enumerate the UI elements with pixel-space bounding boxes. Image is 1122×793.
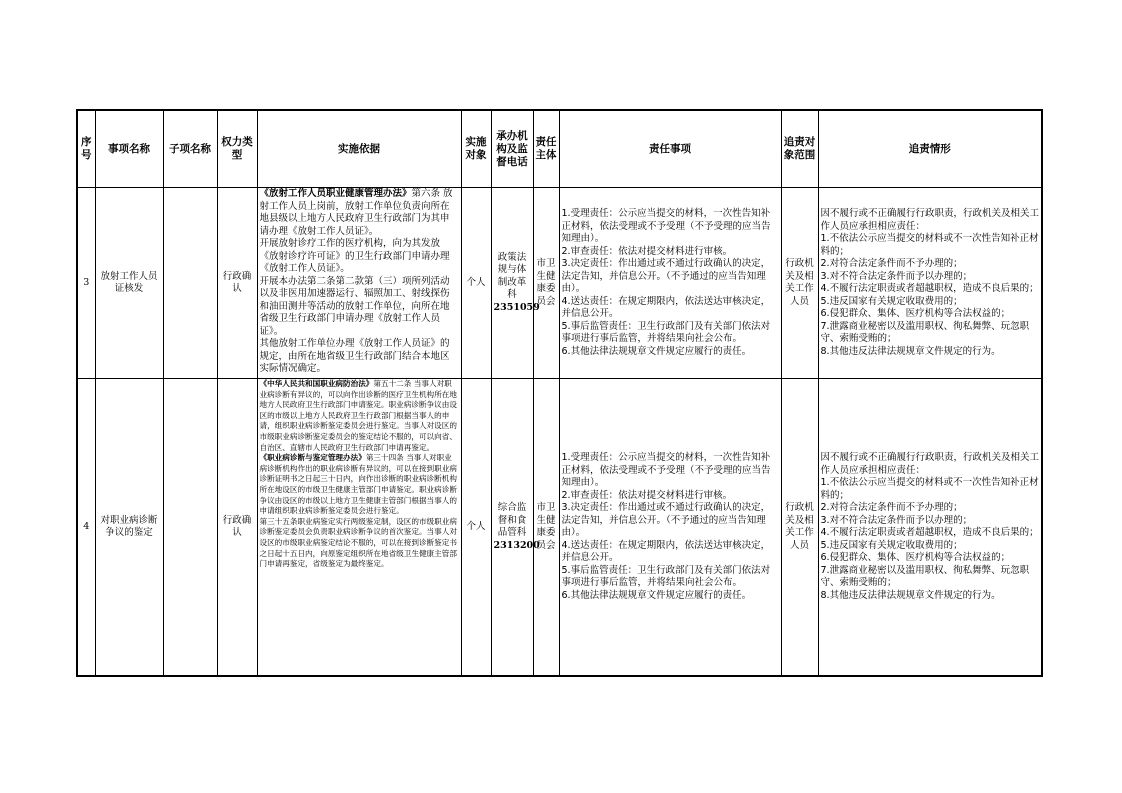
list-item: 因不履行或不正确履行行政职责，行政机关及相关工作人员应承担相应责任： (820, 452, 1040, 476)
org-name: 政策法规与体制改革科 (497, 251, 527, 301)
basis-text-span: 第三十五条职业病鉴定实行两级鉴定制，设区的市级职业病诊断鉴定委员会负责职业病诊断争议的首次鉴定。当事人对设区的市级职业病鉴定结论不服的，可以在接到诊断鉴定书之日起十五日内，向原鉴定组织所在地省级卫生健康主管部门申请再鉴定，省级鉴定为最终鉴定。 (259, 516, 457, 569)
cell-duty (559, 188, 781, 379)
cell-power-type: 行政确认 (217, 379, 257, 677)
law-title: 《职业病诊断与鉴定管理办法》 (259, 453, 366, 463)
basis-paragraph (260, 379, 459, 453)
list-item: 2.对符合法定条件而不予办理的； (820, 502, 963, 513)
basis-paragraph (260, 453, 459, 517)
list-item: 3.对不符合法定条件而予以办理的； (820, 514, 973, 526)
header-basis: 实施依据 (257, 110, 461, 188)
list-item: 1.受理责任：公示应当提交的材料，一次性告知补正材料，依法受理或不予受理（不予受理的应当告知理由）。 (561, 452, 771, 488)
basis-text (260, 188, 459, 378)
cell-basis (257, 188, 461, 379)
cell-subject: 市卫生健康委员会 (533, 379, 559, 677)
list-item: 1.受理责任：公示应当提交的材料，一次性告知补正材料，依法受理或不予受理（不予受理的应当告知理由）。 (561, 208, 771, 244)
cell-accountability (818, 188, 1042, 379)
list-item: 3.对不符合法定条件而予以办理的； (820, 270, 973, 282)
list-item: 5.违反国家有关规定收取费用的； (820, 539, 963, 551)
header-target: 实施对象 (461, 110, 491, 188)
header-item-name: 事项名称 (95, 110, 163, 188)
basis-text-span: 第六条 放射工作人员上岗前，放射工作单位负责向所在地县级以上地方人民政府卫生行政部门为其申请办理《放射工作人员证》。 (259, 188, 453, 237)
cell-org (491, 188, 540, 379)
list-item: 3.决定责任：作出通过或不通过行政确认的决定，法定告知，并信息公开。（不予通过的应当告知理由）。 (561, 258, 771, 294)
org-phone: 2351059 (493, 301, 540, 313)
list-item: 2.审查责任：依法对提交材料进行审核。 (561, 245, 733, 257)
header-org: 承办机构及监督电话 (491, 110, 533, 188)
basis-paragraph (260, 517, 459, 570)
list-item: 1.不依法公示应当提交的材料或不一次性告知补正材料的； (820, 477, 1039, 501)
table-row (77, 379, 1042, 677)
list-item: 4.送达责任：在规定期限内，依法送达审核决定，并信息公开。 (561, 539, 771, 563)
cell-sub-item (163, 379, 217, 677)
list-item: 7.泄露商业秘密以及滥用职权、徇私舞弊、玩忽职守、索贿受贿的； (820, 320, 1030, 344)
basis-paragraph (260, 188, 459, 238)
list-item: 4.不履行法定职责或者超越职权，造成不良后果的； (820, 527, 1039, 538)
table-row (77, 188, 1042, 379)
list-item: 8.其他违反法律法规规章文件规定的行为。 (820, 589, 1001, 601)
header-seq: 序号 (77, 110, 95, 188)
header-row (77, 110, 1042, 188)
list-item: 2.对符合法定条件而不予办理的； (820, 258, 963, 269)
list-item: 2.审查责任：依法对提交材料进行审核。 (561, 489, 733, 501)
header-duty: 责任事项 (559, 110, 781, 188)
list-item: 7.泄露商业秘密以及滥用职权、徇私舞弊、玩忽职守、索贿受贿的； (820, 564, 1030, 588)
basis-text-span: 开展本办法第二条第二款第（三）项所列活动以及非医用加速器运行、辐照加工、射线探伤和油田测井等活动的放射工作单位，向所在地省级卫生行政部门申请办理《放射工作人员证》。 (259, 275, 450, 337)
cell-target: 个人 (461, 379, 491, 677)
list-item: 4.不履行法定职责或者超越职权，造成不良后果的； (820, 283, 1039, 294)
cell-subject: 市卫生健康委员会 (533, 188, 559, 379)
header-power-type: 权力类型 (217, 110, 257, 188)
org-phone: 2313200 (493, 539, 540, 551)
header-subject: 责任主体 (533, 110, 559, 188)
cell-seq: 4 (77, 379, 95, 677)
basis-text (260, 379, 459, 675)
list-item: 8.其他违反法律法规规章文件规定的行为。 (820, 345, 1001, 357)
list-item: 5.事后监管责任：卫生行政部门及有关部门依法对事项进行事后监管，并将结果向社会公布。 (561, 320, 771, 344)
list-item: 1.不依法公示应当提交的材料或不一次性告知补正材料的； (820, 233, 1039, 257)
power-list-table (76, 109, 1043, 677)
cell-org (491, 379, 540, 677)
cell-item-name: 放射工作人员证核发 (95, 188, 163, 379)
list-item: 6.其他法律法规规章文件规定应履行的责任。 (561, 345, 752, 357)
cell-scope: 行政机关及相关工作人员 (781, 188, 818, 379)
list-item: 5.违反国家有关规定收取费用的； (820, 295, 963, 307)
cell-seq: 3 (77, 188, 95, 379)
cell-sub-item (163, 188, 217, 379)
basis-text-span: 其他放射工作单位办理《放射工作人员证》的规定，由所在地省级卫生行政部门结合本地区实际情况确定。 (259, 338, 450, 374)
cell-item-name: 对职业病诊断争议的鉴定 (95, 379, 163, 677)
cell-target: 个人 (461, 188, 491, 379)
list-item: 4.送达责任：在规定期限内，依法送达审核决定，并信息公开。 (561, 295, 771, 319)
org-name: 综合监督和食品管科 (497, 502, 527, 538)
list-item: 6.侵犯群众、集体、医疗机构等合法权益的； (820, 308, 1011, 319)
law-title: 《中华人民共和国职业病防治法》 (259, 379, 374, 388)
cell-basis (257, 379, 461, 677)
basis-paragraph (260, 276, 459, 339)
basis-text-span: 开展放射诊疗工作的医疗机构，向为其发放《放射诊疗许可证》的卫生行政部门申请办理《放射工作人员证》。 (259, 238, 450, 274)
header-scope: 追责对象范围 (781, 110, 818, 188)
cell-scope: 行政机关及相关工作人员 (781, 379, 818, 677)
list-item: 3.决定责任：作出通过或不通过行政确认的决定，法定告知，并信息公开。（不予通过的应当告知理由）。 (561, 502, 771, 538)
cell-power-type: 行政确认 (217, 188, 257, 379)
basis-text-span: 第三十四条 当事人对职业病诊断机构作出的职业病诊断有异议的，可以在接到职业病诊断证明书之日起三十日内，向作出诊断的职业病诊断机构所在地设区的市级卫生健康主管部门申请鉴定。职业病诊断争议由设区的市级以上地方卫生健康主管部门根据当事人的申请组织职业病诊断鉴定委员会进行鉴定。 (259, 453, 457, 516)
list-item: 因不履行或不正确履行行政职责，行政机关及相关工作人员应承担相应责任： (820, 208, 1040, 232)
law-title: 《放射工作人员职业健康管理办法》 (259, 188, 412, 199)
list-item: 6.其他法律法规规章文件规定应履行的责任。 (561, 589, 752, 601)
list-item: 5.事后监管责任：卫生行政部门及有关部门依法对事项进行事后监管，并将结果向社会公布。 (561, 564, 771, 588)
header-accountability: 追责情形 (818, 110, 1042, 188)
basis-paragraph (260, 338, 459, 376)
list-item: 6.侵犯群众、集体、医疗机构等合法权益的； (820, 552, 1011, 563)
cell-duty (559, 379, 781, 677)
basis-paragraph (260, 238, 459, 276)
basis-text-span: 第五十二条 当事人对职业病诊断有异议的，可以向作出诊断的医疗卫生机构所在地地方人民政府卫生行政部门申请鉴定。职业病诊断争议由设区的市级以上地方人民政府卫生行政部门根据当事人的申请，组织职业病诊断鉴定委员会进行鉴定。当事人对设区的市级职业病诊断鉴定委员会的鉴定结论不服的，可以向省、自治区、直辖市人民政府卫生行政部门申请再鉴定。 (259, 379, 457, 452)
cell-accountability (818, 379, 1042, 677)
header-sub-item: 子项名称 (163, 110, 217, 188)
